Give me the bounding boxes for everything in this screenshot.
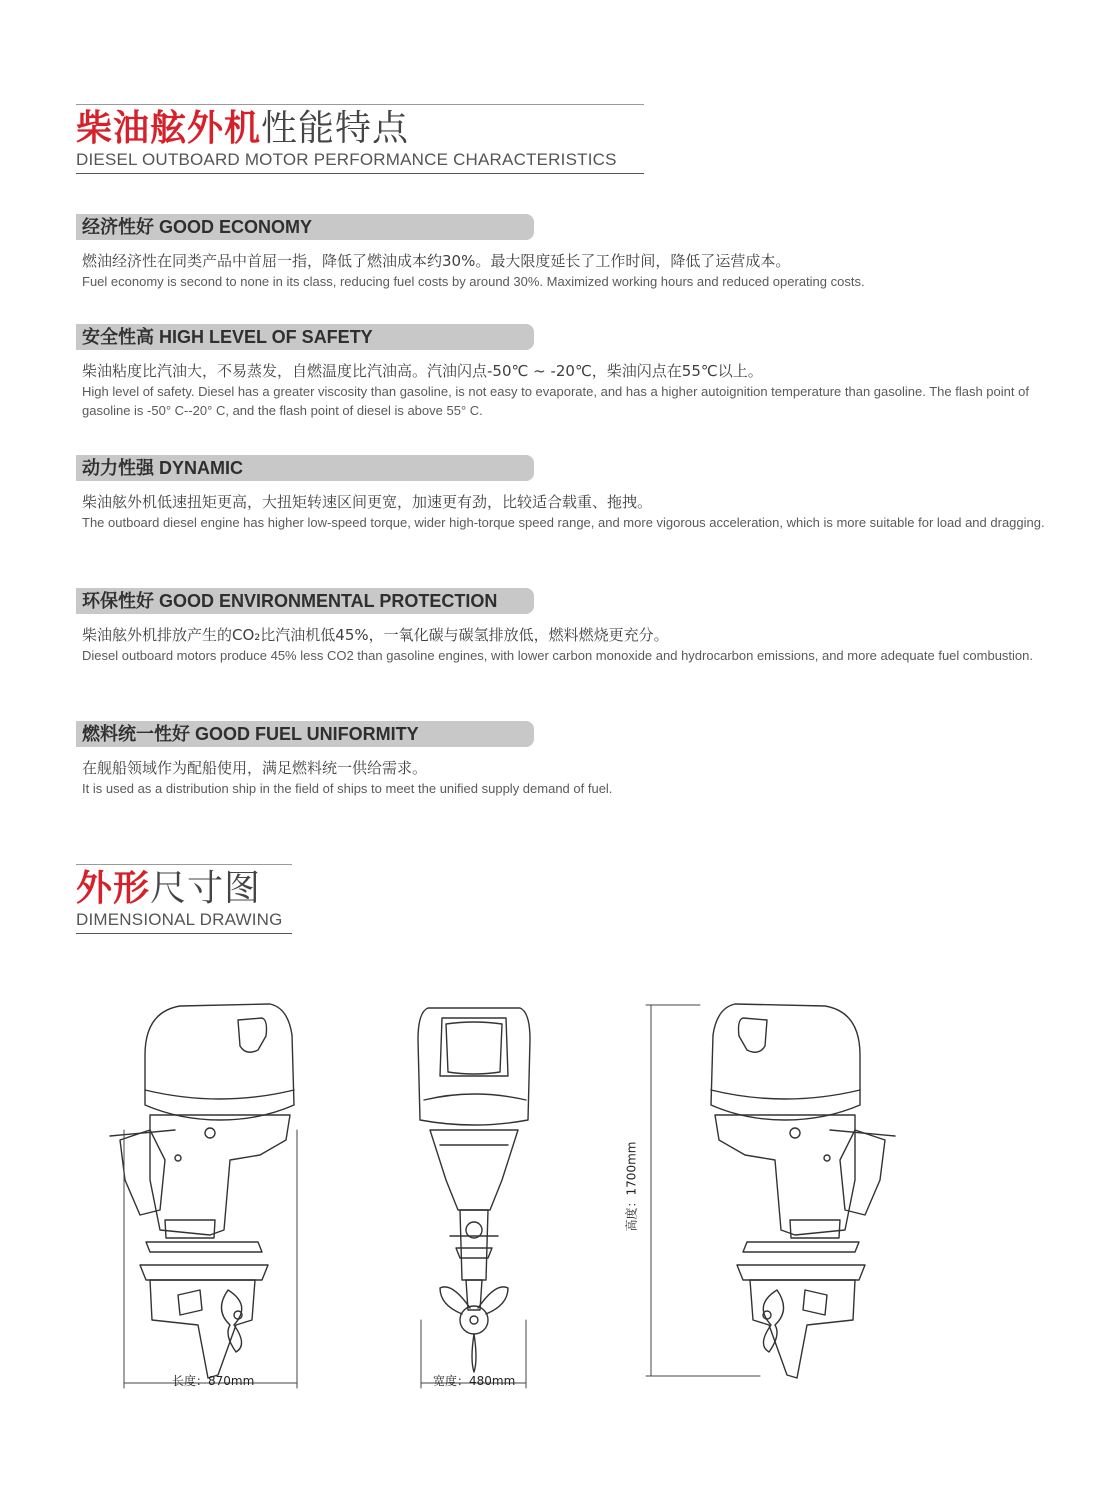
performance-header <box>76 104 644 174</box>
feature-en-text: It is used as a distribution ship in the field of ships to meet the unified supply demand of fuel. <box>82 781 613 796</box>
feature-en-text: The outboard diesel engine has higher low-speed torque, wider high-torque speed range, and more vigorous acceleration, which is more suitable for load and dragging. <box>82 515 1045 530</box>
height-label: 高度：1700mm <box>624 1141 639 1232</box>
feature-cn-text: 在舰船领域作为配船使用，满足燃料统一供给需求。 <box>82 759 428 777</box>
side-view-right <box>711 1004 895 1378</box>
feature-en-text: Diesel outboard motors produce 45% less CO2 than gasoline engines, with lower carbon monoxide and hydrocarbon emissions, and more adequate fuel combustion. <box>82 648 1033 663</box>
outboard-motor-drawing <box>0 980 1102 1400</box>
performance-title-red: 柴油舷外机 <box>76 108 262 149</box>
header-top-rule <box>76 104 644 105</box>
feature-cn-text: 柴油舷外机低速扭矩更高，大扭矩转速区间更宽，加速更有劲，比较适合载重、拖拽。 <box>82 493 653 511</box>
feature-economy <box>76 214 1048 291</box>
dimension-title-red: 外形 <box>76 868 151 909</box>
feature-cn-text: 柴油粘度比汽油大，不易蒸发，自燃温度比汽油高。汽油闪点-50℃ ~ -20℃，柴油闪点在55℃以上。 <box>82 362 763 380</box>
side-view-left <box>110 1004 294 1378</box>
dimensional-drawings <box>0 980 1102 1400</box>
feature-heading: 动力性强 DYNAMIC <box>76 455 534 481</box>
performance-title-gray: 性能特点 <box>261 108 410 149</box>
dimension-header <box>76 864 292 934</box>
performance-title <box>76 109 644 149</box>
feature-cn-text: 柴油舷外机排放产生的CO₂比汽油机低45%，一氧化碳与碳氢排放低，燃料燃烧更充分。 <box>82 626 669 644</box>
feature-heading: 环保性好 GOOD ENVIRONMENTAL PROTECTION <box>76 588 534 614</box>
performance-subtitle: DIESEL OUTBOARD MOTOR PERFORMANCE CHARACTERISTICS <box>76 149 644 174</box>
dimension-title-gray: 尺寸图 <box>150 868 262 909</box>
feature-heading: 安全性高 HIGH LEVEL OF SAFETY <box>76 324 534 350</box>
feature-environment <box>76 588 1048 665</box>
feature-heading: 经济性好 GOOD ECONOMY <box>76 214 534 240</box>
width-label: 宽度：480mm <box>433 1374 516 1388</box>
length-label: 长度：870mm <box>172 1374 255 1388</box>
dimension-subtitle: DIMENSIONAL DRAWING <box>76 909 292 934</box>
dimension-title <box>76 869 292 909</box>
feature-en-text: High level of safety. Diesel has a greater viscosity than gasoline, is not easy to evaporate, and has a higher autoignition temperature than gasoline. The flash point of gasoline is -50° C--20° C, and the flash point of diesel is above 55° C. <box>82 384 1029 418</box>
feature-fuel-uniformity <box>76 721 1048 798</box>
feature-dynamic <box>76 455 1048 532</box>
feature-en-text: Fuel economy is second to none in its class, reducing fuel costs by around 30%. Maximized working hours and reduced operating costs. <box>82 274 865 289</box>
feature-cn-text: 燃油经济性在同类产品中首屈一指，降低了燃油成本约30%。最大限度延长了工作时间，降低了运营成本。 <box>82 252 791 270</box>
feature-safety <box>76 324 1048 420</box>
rear-view-center <box>418 1008 530 1372</box>
header-top-rule <box>76 864 292 865</box>
dimension-lines <box>124 1005 760 1388</box>
feature-heading: 燃料统一性好 GOOD FUEL UNIFORMITY <box>76 721 534 747</box>
